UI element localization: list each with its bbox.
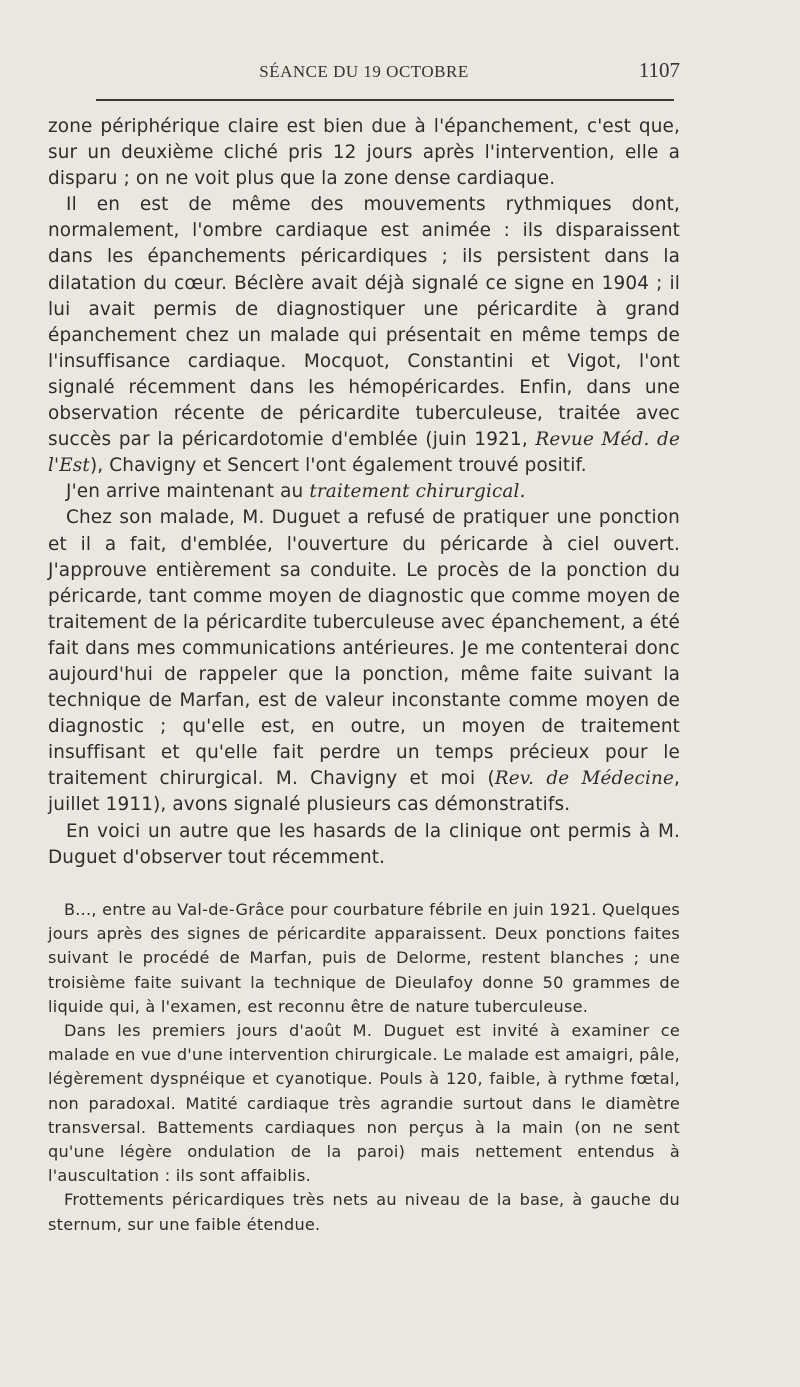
case-paragraph: B..., entre au Val-de-Grâce pour courbature fébrile en juin 1921. Quelques jours après des signes de péricardite apparaissent. Deux ponctions faites suivant le procédé de Marfan, puis de Delorme, restent blanches ; une troisième faite suivant la technique de Dieulafoy donne 50 grammes de liquide qui, à l'examen, est reconnu être de nature tuberculeuse. xyxy=(48,900,680,1016)
running-title: SÉANCE DU 19 OCTOBRE xyxy=(259,62,469,81)
paragraph xyxy=(48,505,680,818)
paragraph-text: Chez son malade, M. Duguet a refusé de pratiquer une ponction et il a fait, d'emblée, l'ouverture du péricarde à ciel ouvert. J'approuve entièrement sa conduite. Le procès de la ponction du péricarde, tant comme moyen de diagnostic que comme moyen de traitement de la péricardite tuberculeuse avec épanchement, a été fait dans mes communications antérieures. Je me contenterai donc aujourd'hui de rappeler que la ponction, même faite suivant la technique de Marfan, est de valeur inconstante comme moyen de diagnostic ; qu'elle est, en outre, un moyen de traitement insuffisant et qu'elle fait perdre un temps précieux pour le traitement chirurgical. M. Chavigny et moi ( xyxy=(48,507,680,790)
page-header xyxy=(48,58,680,88)
paragraph-text: ), Chavigny et Sencert l'ont également trouvé positif. xyxy=(89,455,587,477)
case-report xyxy=(48,898,680,1237)
paragraph-text: Il en est de même des mouvements rythmiques dont, normalement, l'ombre cardiaque est animée : ils disparaissent dans les épanchements péricardiques ; ils persistent dans la dilatation du cœur. Béclère avait déjà signalé ce signe en 1904 ; il lui avait permis de diagnostiquer une péricardite à grand épanchement chez un malade qui présentait en même temps de l'insuffisance cardiaque. Mocquot, Constantini et Vigot, l'ont signalé récemment dans les hémopéricardes. Enfin, dans une observation récente de péricardite tuberculeuse, traitée avec succès par la péricardotomie d'emblée (juin 1921, xyxy=(48,194,680,451)
header-rule xyxy=(96,99,674,101)
section-phrase: traitement chirurgical. xyxy=(309,481,526,503)
page-number: 1107 xyxy=(638,58,680,82)
journal-citation: Rev. de Médecine xyxy=(494,768,674,790)
journal-citation: Revue Méd. de l'Est xyxy=(48,429,680,477)
paragraph-text: , juillet 1911), avons signalé plusieurs cas démonstratifs. xyxy=(48,768,680,816)
case-paragraph: Dans les premiers jours d'août M. Duguet est invité à examiner ce malade en vue d'une intervention chirurgicale. Le malade est amaigri, pâle, légèrement dyspnéique et cyanotique. Pouls à 120, faible, à rythme fœtal, non paradoxal. Matité cardiaque très agrandie surtout dans le diamètre transversal. Battements cardiaques non perçus à la main (on ne sent qu'une légère ondulation de la paroi) mais nettement entendus à l'auscultation : ils sont affaiblis. xyxy=(48,1021,680,1186)
paragraph xyxy=(48,114,680,192)
paragraph xyxy=(48,819,680,871)
paragraph xyxy=(48,479,680,505)
paragraph-text: En voici un autre que les hasards de la clinique ont permis à M. Duguet d'observer tout récemment. xyxy=(48,820,680,868)
paragraph-text: zone périphérique claire est bien due à l'épanchement, c'est que, sur un deuxième cliché pris 12 jours après l'intervention, elle a disparu ; on ne voit plus que la zone dense cardiaque. xyxy=(48,116,680,190)
paragraph xyxy=(48,192,680,479)
case-paragraph: Frottements péricardiques très nets au niveau de la base, à gauche du sternum, sur une faible étendue. xyxy=(48,1190,680,1234)
main-text xyxy=(48,114,680,871)
paragraph-text: J'en arrive maintenant au xyxy=(66,481,310,503)
